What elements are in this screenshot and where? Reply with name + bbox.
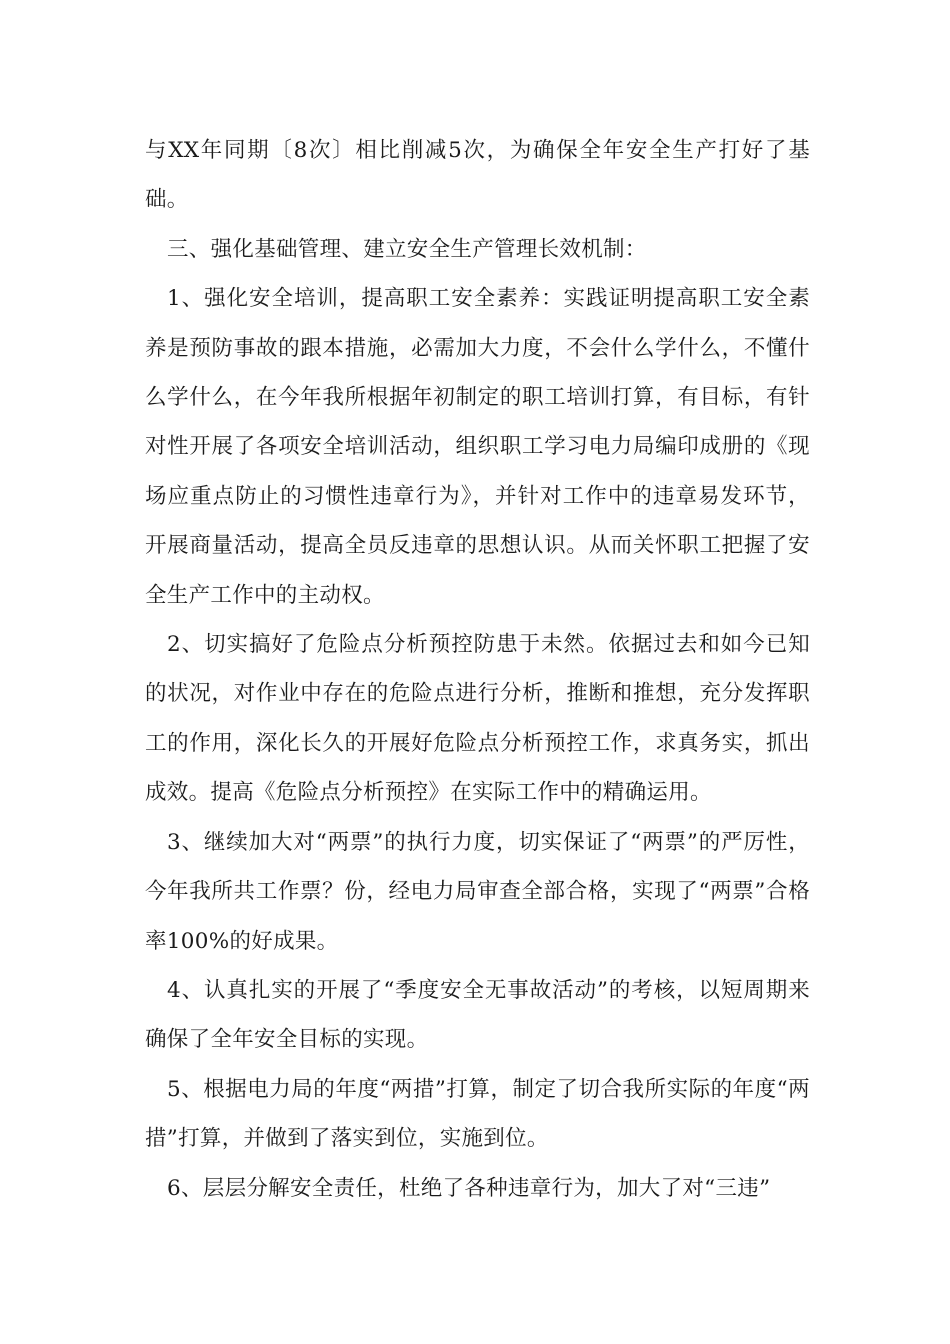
paragraph-item-2: 2、切实搞好了危险点分析预控防患于未然。依据过去和如今已知的状况，对作业中存在的危险点进行分析，推断和推想，充分发挥职工的作用，深化长久的开展好危险点分析预控工作，求真务实，抓出成效。提高《危险点分析预控》在实际工作中的精确运用。 (145, 632, 810, 806)
paragraph-continuation: 与XX年同期〔8次〕相比削减5次，为确保全年安全生产打好了基础。 (145, 138, 810, 213)
paragraph-item-5: 5、根据电力局的年度“两措”打算，制定了切合我所实际的年度“两措”打算，并做到了落实到位，实施到位。 (145, 1076, 810, 1152)
paragraph-item-3: 3、继续加大对“两票”的执行力度，切实保证了“两票”的严厉性，今年我所共工作票？份，经电力局审查全部合格，实现了“两票”合格率100%的好成果。 (145, 829, 810, 954)
paragraph-item-4: 4、认真扎实的开展了“季度安全无事故活动”的考核，以短周期来确保了全年安全目标的实现。 (145, 977, 810, 1053)
document-body (145, 126, 810, 1213)
paragraph-item-1: 1、强化安全培训，提高职工安全素养：实践证明提高职工安全素养是预防事故的跟本措施，必需加大力度，不会什么学什么，不懂什么学什么，在今年我所根据年初制定的职工培训打算，有目标，有针对性开展了各项安全培训活动，组织职工学习电力局编印成册的《现场应重点防止的习惯性违章行为》，并针对工作中的违章易发环节，开展商量活动，提高全员反违章的思想认识。从而关怀职工把握了安全生产工作中的主动权。 (145, 286, 810, 608)
section-heading: 三、强化基础管理、建立安全生产管理长效机制： (167, 236, 647, 262)
paragraph-item-6: 6、层层分解安全责任，杜绝了各种违章行为，加大了对“三违” (167, 1175, 771, 1201)
